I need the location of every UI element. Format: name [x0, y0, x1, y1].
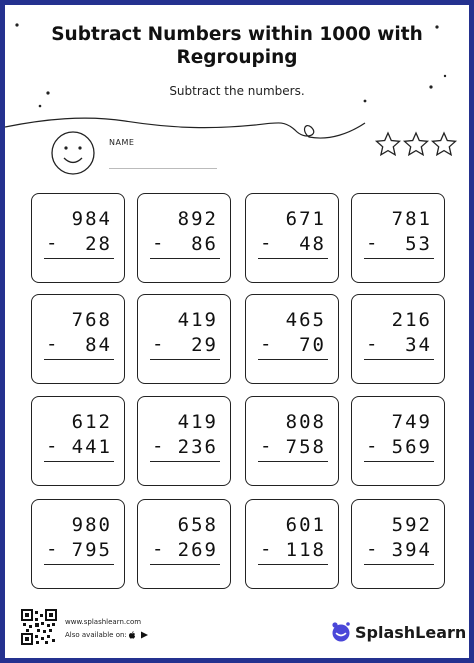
minuend: 601 — [285, 514, 326, 536]
minus-sign: - — [366, 538, 378, 560]
answer-line — [258, 258, 328, 259]
problem-card — [137, 294, 231, 384]
problem-card — [31, 294, 125, 384]
minus-sign: - — [152, 232, 164, 254]
subtrahend: 84 — [85, 334, 112, 356]
subtrahend: 48 — [299, 233, 326, 255]
problem-card — [31, 499, 125, 589]
minus-sign: - — [46, 333, 58, 355]
problem-card — [351, 294, 445, 384]
subtrahend: 394 — [391, 539, 432, 561]
minus-sign: - — [152, 538, 164, 560]
brand-name: SplashLearn — [355, 623, 467, 642]
minus-sign: - — [46, 232, 58, 254]
name-field[interactable] — [109, 168, 217, 169]
subtrahend: 28 — [85, 233, 112, 255]
problem-card — [31, 396, 125, 486]
minus-sign: - — [260, 333, 272, 355]
problem-card — [245, 294, 339, 384]
problem-card — [31, 193, 125, 283]
subtrahend: 70 — [299, 334, 326, 356]
minus-sign: - — [46, 538, 58, 560]
minuend: 465 — [285, 309, 326, 331]
problem-card — [137, 499, 231, 589]
header-decoration — [5, 5, 469, 195]
decorative-dots — [15, 23, 446, 107]
problem-card — [351, 499, 445, 589]
qr-code-icon[interactable] — [21, 609, 57, 645]
minus-sign: - — [260, 232, 272, 254]
splashlearn-logo[interactable] — [329, 621, 467, 647]
play-store-icon[interactable] — [141, 632, 148, 639]
splashlearn-logo-icon — [329, 621, 353, 643]
answer-line — [44, 564, 114, 565]
available-on-label: Also available on: — [65, 631, 127, 639]
answer-line — [150, 461, 220, 462]
answer-line — [150, 258, 220, 259]
minuend: 980 — [71, 514, 112, 536]
answer-line — [258, 564, 328, 565]
title-line-2: Regrouping — [176, 47, 298, 68]
minuend: 658 — [177, 514, 218, 536]
answer-line — [150, 359, 220, 360]
apple-icon[interactable] — [129, 631, 135, 638]
minuend: 984 — [71, 208, 112, 230]
minuend: 808 — [285, 411, 326, 433]
minus-sign: - — [366, 333, 378, 355]
subtrahend: 269 — [177, 539, 218, 561]
subtrahend: 569 — [391, 436, 432, 458]
minuend: 216 — [391, 309, 432, 331]
star-icon — [377, 133, 456, 155]
subtrahend: 53 — [405, 233, 432, 255]
minuend: 781 — [391, 208, 432, 230]
answer-line — [258, 359, 328, 360]
smiley-icon — [52, 132, 94, 174]
subtrahend: 236 — [177, 436, 218, 458]
problem-card — [245, 193, 339, 283]
answer-line — [364, 359, 434, 360]
wave-line — [5, 118, 365, 138]
problem-card — [245, 499, 339, 589]
minuend: 892 — [177, 208, 218, 230]
answer-line — [44, 461, 114, 462]
minus-sign: - — [46, 435, 58, 457]
subtrahend: 86 — [191, 233, 218, 255]
name-label: NAME — [109, 138, 135, 147]
minuend: 749 — [391, 411, 432, 433]
minuend: 592 — [391, 514, 432, 536]
problem-card — [351, 396, 445, 486]
subtrahend: 441 — [71, 436, 112, 458]
problem-card — [137, 396, 231, 486]
website-url[interactable]: www.splashlearn.com — [65, 618, 142, 626]
problem-card — [137, 193, 231, 283]
subtrahend: 29 — [191, 334, 218, 356]
answer-line — [364, 258, 434, 259]
minus-sign: - — [152, 435, 164, 457]
answer-line — [364, 461, 434, 462]
minus-sign: - — [366, 435, 378, 457]
answer-line — [44, 359, 114, 360]
minus-sign: - — [152, 333, 164, 355]
minuend: 419 — [177, 411, 218, 433]
subtrahend: 34 — [405, 334, 432, 356]
minuend: 768 — [71, 309, 112, 331]
problem-card — [351, 193, 445, 283]
answer-line — [150, 564, 220, 565]
answer-line — [258, 461, 328, 462]
instruction-text: Subtract the numbers. — [169, 84, 305, 98]
problem-card — [245, 396, 339, 486]
title-line-1: Subtract Numbers within 1000 with — [51, 24, 423, 45]
subtrahend: 795 — [71, 539, 112, 561]
answer-line — [364, 564, 434, 565]
minus-sign: - — [260, 435, 272, 457]
minus-sign: - — [366, 232, 378, 254]
answer-line — [44, 258, 114, 259]
subtrahend: 118 — [285, 539, 326, 561]
app-store-icons — [127, 630, 151, 640]
subtrahend: 758 — [285, 436, 326, 458]
minuend: 419 — [177, 309, 218, 331]
minus-sign: - — [260, 538, 272, 560]
minuend: 612 — [71, 411, 112, 433]
minuend: 671 — [285, 208, 326, 230]
